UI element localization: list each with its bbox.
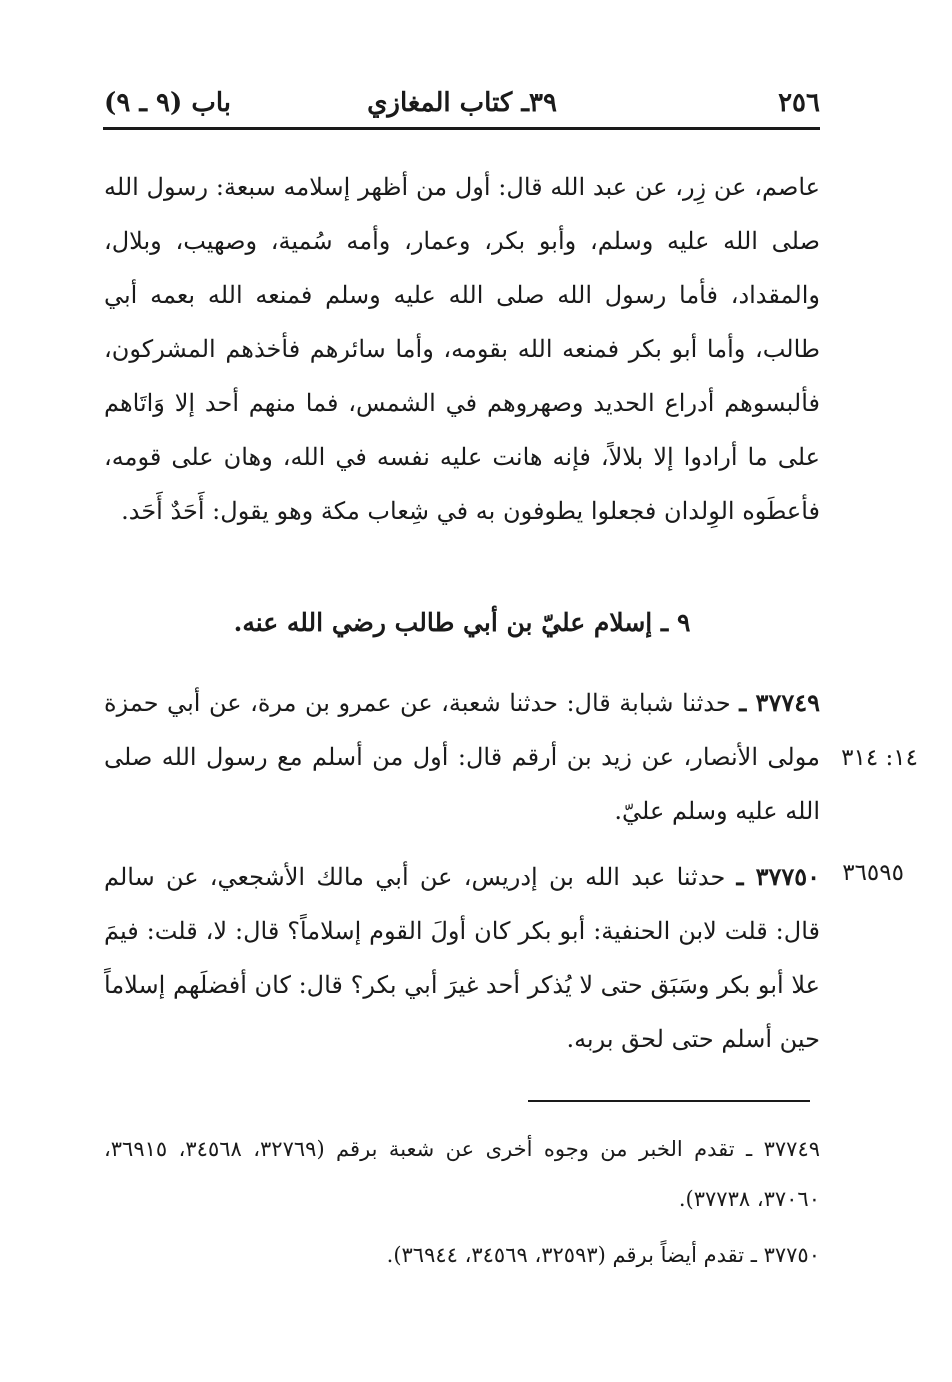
footnote: ٣٧٧٥٠ ـ تقدم أيضاً برقم (٣٢٥٩٣، ٣٤٥٦٩، ٣٦٩٤٤). bbox=[386, 1243, 820, 1267]
page-number: ٢٥٦ bbox=[778, 88, 820, 118]
footnote: ٣٧٧٤٩ ـ تقدم الخبر من وجوه أخرى عن شعبة برقم (٣٢٧٦٩، ٣٤٥٦٨، ٣٦٩١٥، ٣٧٠٦٠، ٣٧٧٣٨). bbox=[104, 1137, 821, 1211]
hadith-37750 bbox=[104, 850, 820, 1066]
hadith-text: حدثنا عبد الله بن إدريس، عن أبي مالك الأشجعي، عن سالم قال: قلت لابن الحنفية: أبو بكر كان أولَ القوم إسلاماً؟ قال: لا، قلت: فيمَ علا أبو بكر وسَبَق حتى لا يُذكر أحد غيرَ أبي بكر؟ قال: كان أفضلَهم إسلاماً حين أسلم حتى لحق بربه. bbox=[104, 863, 820, 1053]
page-header bbox=[104, 82, 820, 126]
header-divider bbox=[103, 127, 820, 130]
footnote-divider bbox=[528, 1100, 810, 1102]
hadith-number: ٣٧٧٥٠ ـ bbox=[736, 862, 821, 891]
chapter-reference: باب (٩ ـ ٩) bbox=[104, 88, 231, 118]
margin-reference: ٣٦٥٩٥ bbox=[842, 860, 904, 886]
hadith-37749 bbox=[104, 676, 820, 838]
book-title: ٣٩ـ كتاب المغازي bbox=[367, 88, 557, 118]
paragraph-continued: عاصم، عن زِر، عن عبد الله قال: أول من أظهر إسلامه سبعة: رسول الله صلى الله عليه وسلم، وأبو بكر، وعمار، وأمه سُمية، وصهيب، وبلال، والمقداد، فأما رسول الله صلى الله عليه وسلم فمنعه الله بعمه أبي طالب، وأما أبو بكر فمنعه الله بقومه، وأما سائرهم فأخذهم المشركون، فألبسوهم أدراع الحديد وصهروهم في الشمس، فما منهم أحد إلا وَاتَاهم على ما أرادوا إلا بلالاً، فإنه هانت عليه نفسه في الله، وهان على قومه، فأعطَوه الوِلدان فجعلوا يطوفون به في شِعاب مكة وهو يقول: أَحَدٌ أَحَد. bbox=[104, 173, 820, 525]
hadith-number: ٣٧٧٤٩ ـ bbox=[739, 688, 820, 717]
section-heading: ٩ ـ إسلام عليّ بن أبي طالب رضي الله عنه. bbox=[233, 608, 691, 637]
footnotes bbox=[104, 1124, 820, 1286]
hadith-text: حدثنا شبابة قال: حدثنا شعبة، عن عمرو بن مرة، عن أبي حمزة مولى الأنصار، عن زيد بن أرقم قال: أول من أسلم مع رسول الله صلى الله عليه وسلم عليّ. bbox=[104, 689, 820, 825]
margin-reference: ١٤: ٣١٤ bbox=[841, 745, 918, 771]
